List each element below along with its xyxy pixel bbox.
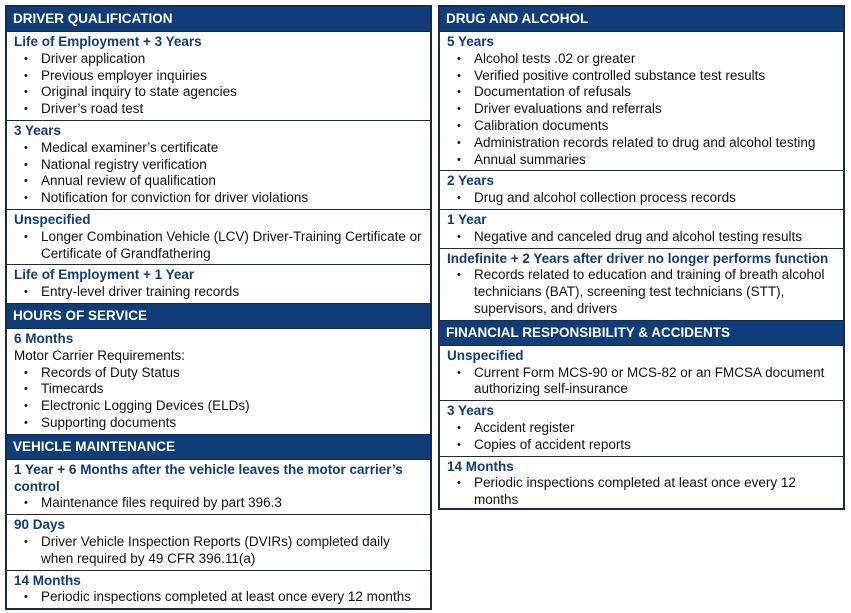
retention-block <box>440 457 843 511</box>
bullet-icon: • <box>24 69 28 82</box>
bullet-icon: • <box>24 366 28 379</box>
list-item-text: Driver Vehicle Inspection Reports (DVIRs) completed daily when required by 49 CFR 396.11(a) <box>41 533 390 566</box>
list-item <box>14 365 423 382</box>
list-item-text: Calibration documents <box>474 117 609 133</box>
list-item-text: Maintenance files required by part 396.3 <box>41 495 282 511</box>
bullet-icon: • <box>457 119 461 132</box>
list-item-text: Medical examiner’s certificate <box>41 139 219 155</box>
list-item <box>14 495 423 512</box>
bullet-icon: • <box>457 52 461 65</box>
bullet-icon: • <box>457 103 461 116</box>
list-item-text: Timecards <box>41 381 104 397</box>
list-item <box>14 173 423 190</box>
list-item-text: Periodic inspections completed at least once every 12 months <box>474 475 796 508</box>
retention-note: Motor Carrier Requirements: <box>14 347 186 363</box>
bullet-icon: • <box>24 230 28 243</box>
record-list <box>447 475 836 509</box>
right-column <box>438 5 845 510</box>
retention-block <box>440 210 843 249</box>
record-list <box>14 51 423 118</box>
list-item-text: Documentation of refusals <box>474 84 631 100</box>
bullet-icon: • <box>457 421 461 434</box>
section-header-vehicle-maintenance: VEHICLE MAINTENANCE <box>7 435 430 460</box>
list-item <box>14 398 423 415</box>
retention-period-title: 90 Days <box>14 517 66 533</box>
list-item <box>14 84 423 101</box>
list-item-text: Periodic inspections completed at least once every 12 months <box>41 589 411 605</box>
record-list <box>14 284 423 301</box>
list-item <box>14 381 423 398</box>
section-header-financial-responsibility-accidents: FINANCIAL RESPONSIBILITY & ACCIDENTS <box>440 321 843 346</box>
bullet-icon: • <box>24 535 28 548</box>
record-list <box>14 140 423 207</box>
list-item-text: Copies of accident reports <box>474 436 631 452</box>
bullet-icon: • <box>24 141 28 154</box>
retention-period-title: 1 Year <box>447 211 487 227</box>
list-item <box>447 118 836 135</box>
retention-period-title: 5 Years <box>447 34 495 49</box>
record-list <box>447 190 836 207</box>
list-item <box>14 229 423 263</box>
list-item <box>447 475 836 509</box>
list-item-text: Annual review of qualification <box>41 173 216 189</box>
bullet-icon: • <box>24 383 28 396</box>
bullet-icon: • <box>24 86 28 99</box>
left-column <box>5 5 432 610</box>
list-item-text: Driver’s road test <box>41 101 144 117</box>
bullet-icon: • <box>457 153 461 166</box>
list-item-text: Records of Duty Status <box>41 364 180 380</box>
list-item <box>447 135 836 152</box>
list-item <box>447 84 836 101</box>
bullet-icon: • <box>457 86 461 99</box>
list-item <box>447 420 836 437</box>
retention-period-title: 2 Years <box>447 173 495 189</box>
retention-period-title: 3 Years <box>447 403 495 419</box>
list-item <box>14 101 423 118</box>
list-item-text: Records related to education and training of breath alcohol technicians (BAT), screening test technicians (STT), supervisors, and drivers <box>474 267 825 316</box>
bullet-icon: • <box>24 175 28 188</box>
retention-period-title: Life of Employment + 1 Year <box>14 267 195 283</box>
record-list <box>14 534 423 568</box>
record-list <box>447 229 836 246</box>
list-item <box>447 229 836 246</box>
bullet-icon: • <box>24 591 28 604</box>
record-list <box>447 51 836 169</box>
list-item <box>14 589 423 606</box>
retention-period-title: Unspecified <box>14 211 91 227</box>
retention-block <box>440 171 843 210</box>
bullet-icon: • <box>457 69 461 82</box>
list-item-text: Previous employer inquiries <box>41 67 207 83</box>
list-item-text: National registry verification <box>41 156 207 172</box>
list-item-text: Negative and canceled drug and alcohol testing results <box>474 228 802 244</box>
list-item-text: Notification for conviction for driver violations <box>41 190 309 206</box>
section-header-hours-of-service: HOURS OF SERVICE <box>7 304 430 329</box>
retention-block <box>7 515 430 570</box>
bullet-icon: • <box>24 416 28 429</box>
list-item <box>14 68 423 85</box>
list-item-text: Driver evaluations and referrals <box>474 101 662 117</box>
list-item-text: Verified positive controlled substance test results <box>474 67 766 83</box>
bullet-icon: • <box>24 52 28 65</box>
record-list <box>14 495 423 512</box>
list-item-text: Current Form MCS-90 or MCS-82 or an FMCSA document authorizing self-insurance <box>474 364 825 397</box>
retention-block <box>7 121 430 210</box>
list-item-text: Supporting documents <box>41 414 177 430</box>
list-item <box>447 68 836 85</box>
list-item <box>447 51 836 68</box>
retention-block <box>7 210 430 265</box>
retention-period-title: Indefinite + 2 Years after driver no longer performs function <box>447 250 829 266</box>
list-item-text: Accident register <box>474 419 575 435</box>
retention-block <box>440 346 843 401</box>
list-item-text: Alcohol tests .02 or greater <box>474 50 636 66</box>
bullet-icon: • <box>457 366 461 379</box>
retention-block <box>440 32 843 171</box>
list-item-text: Electronic Logging Devices (ELDs) <box>41 398 250 414</box>
bullet-icon: • <box>457 269 461 282</box>
list-item <box>447 152 836 169</box>
retention-period-title: 3 Years <box>14 122 62 138</box>
list-item <box>14 415 423 432</box>
record-list <box>14 365 423 432</box>
retention-block <box>7 329 430 435</box>
bullet-icon: • <box>457 438 461 451</box>
retention-period-title: Unspecified <box>447 347 524 363</box>
bullet-icon: • <box>24 400 28 413</box>
list-item-text: Administration records related to drug and alcohol testing <box>474 134 816 150</box>
record-list <box>447 365 836 399</box>
bullet-icon: • <box>24 158 28 171</box>
retention-period-title: 14 Months <box>447 458 514 474</box>
list-item <box>447 190 836 207</box>
list-item <box>447 267 836 317</box>
list-item <box>14 140 423 157</box>
list-item <box>447 365 836 399</box>
retention-block <box>7 571 430 609</box>
bullet-icon: • <box>24 497 28 510</box>
retention-block <box>7 32 430 121</box>
list-item-text: Driver application <box>41 50 146 66</box>
list-item <box>14 190 423 207</box>
bullet-icon: • <box>24 192 28 205</box>
bullet-icon: • <box>457 230 461 243</box>
bullet-icon: • <box>24 103 28 116</box>
record-list <box>447 420 836 454</box>
retention-period-title: 1 Year + 6 Months after the vehicle leaves the motor carrier’s control <box>14 461 403 494</box>
list-item <box>14 284 423 301</box>
retention-period-title: 6 Months <box>14 330 74 346</box>
retention-block <box>7 460 430 515</box>
list-item-text: Annual summaries <box>474 151 586 167</box>
record-list <box>14 589 423 606</box>
record-list <box>14 229 423 263</box>
list-item <box>14 157 423 174</box>
list-item-text: Drug and alcohol collection process records <box>474 190 736 206</box>
list-item-text: Original inquiry to state agencies <box>41 84 237 100</box>
retention-block <box>7 265 430 304</box>
bullet-icon: • <box>24 286 28 299</box>
bullet-icon: • <box>457 477 461 490</box>
list-item <box>447 437 836 454</box>
section-header-driver-qualification: DRIVER QUALIFICATION <box>7 7 430 32</box>
list-item <box>14 51 423 68</box>
record-list <box>447 267 836 317</box>
list-item-text: Entry-level driver training records <box>41 284 240 300</box>
list-item <box>14 534 423 568</box>
retention-block <box>440 249 843 321</box>
list-item <box>447 101 836 118</box>
retention-block <box>440 401 843 456</box>
list-item-text: Longer Combination Vehicle (LCV) Driver-Training Certificate or Certificate of Grandfathering <box>41 228 422 261</box>
retention-period-title: Life of Employment + 3 Years <box>14 34 202 49</box>
bullet-icon: • <box>457 192 461 205</box>
retention-period-title: 14 Months <box>14 572 81 588</box>
section-header-drug-and-alcohol: DRUG AND ALCOHOL <box>440 7 843 32</box>
bullet-icon: • <box>457 136 461 149</box>
